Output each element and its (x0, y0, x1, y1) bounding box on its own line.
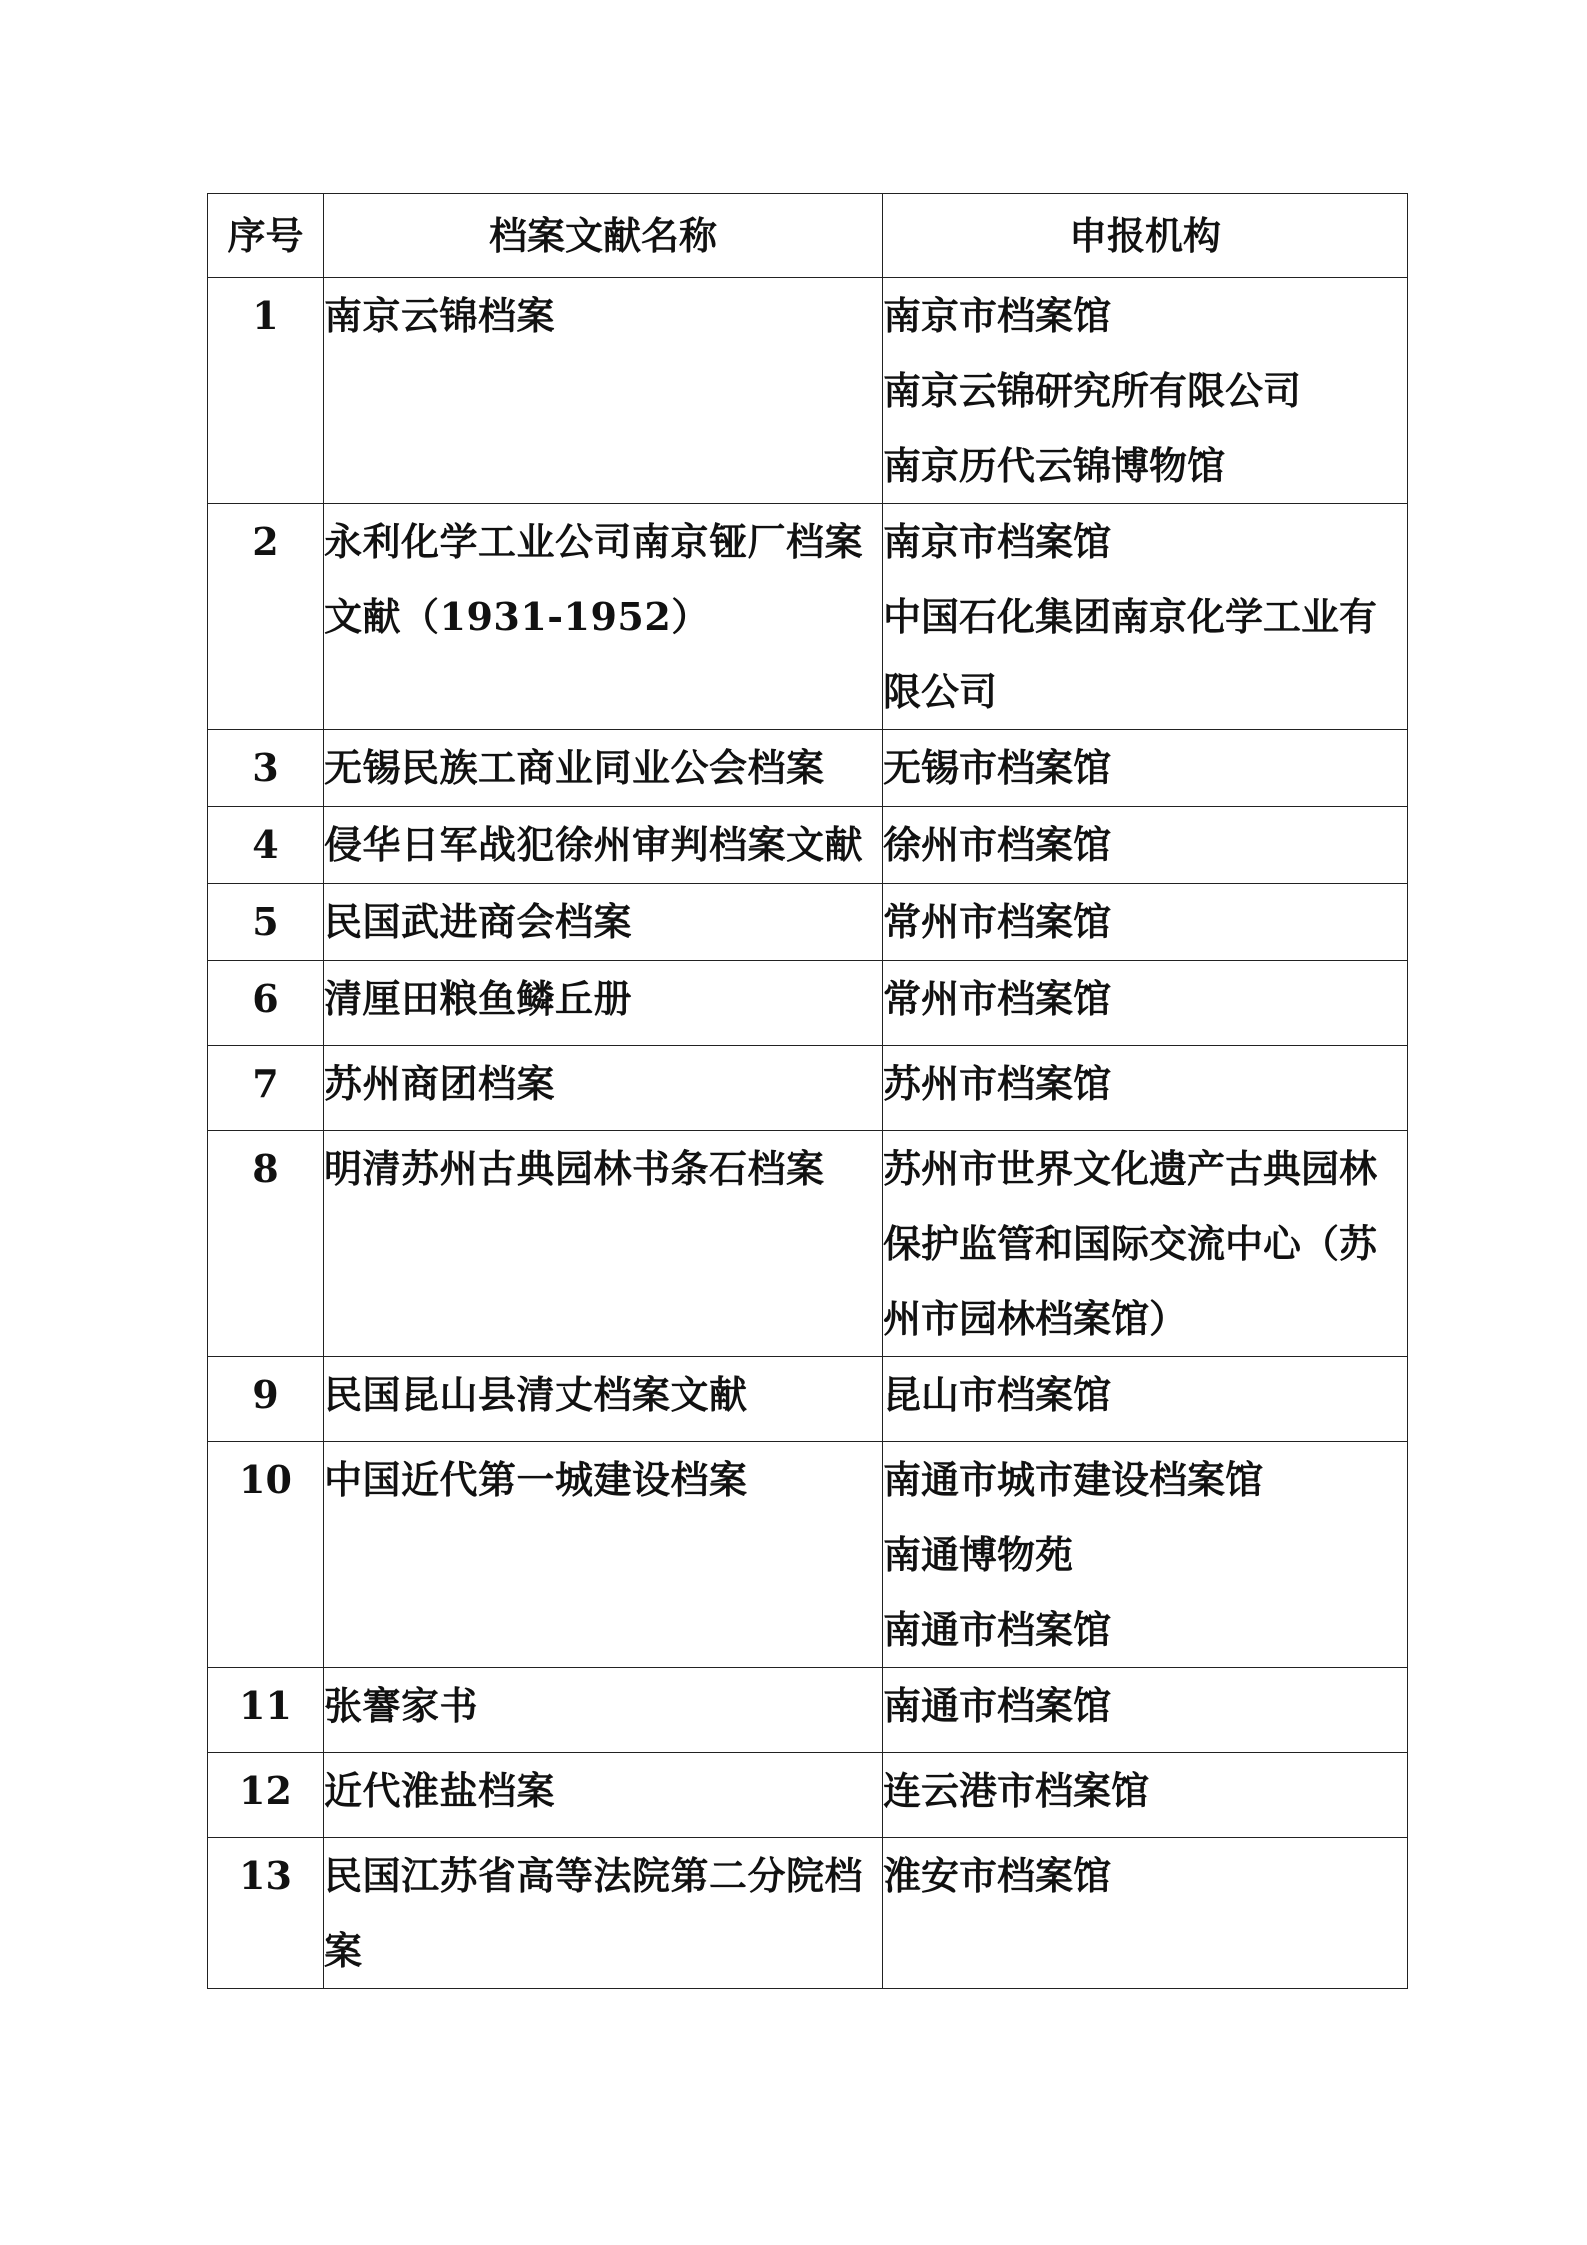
row-index: 11 (208, 1668, 324, 1753)
header-index: 序号 (208, 194, 324, 278)
table-row (208, 1668, 1408, 1753)
row-index: 3 (208, 730, 324, 807)
applicant-org: 南京市档案馆 (883, 293, 1112, 338)
table-row (208, 1046, 1408, 1131)
applicant-org: 南京市档案馆 (883, 519, 1112, 564)
applicant-org: 南通博物苑 (883, 1532, 1074, 1577)
applicant-org: 徐州市档案馆 (883, 822, 1112, 867)
archive-name: 侵华日军战犯徐州审判档案文献 (324, 807, 883, 884)
applicant-orgs (883, 504, 1408, 730)
archive-name: 民国昆山县清丈档案文献 (324, 1357, 883, 1442)
applicant-orgs (883, 1838, 1408, 1989)
table-row (208, 278, 1408, 504)
applicant-orgs (883, 1357, 1408, 1442)
row-index: 8 (208, 1131, 324, 1357)
row-index: 6 (208, 961, 324, 1046)
row-index: 12 (208, 1753, 324, 1838)
archive-name: 明清苏州古典园林书条石档案 (324, 1131, 883, 1357)
applicant-org: 连云港市档案馆 (883, 1768, 1150, 1813)
applicant-orgs (883, 1668, 1408, 1753)
applicant-orgs (883, 730, 1408, 807)
applicant-org: 南通市档案馆 (883, 1607, 1112, 1652)
applicant-orgs (883, 1046, 1408, 1131)
applicant-org: 南通市城市建设档案馆 (883, 1457, 1264, 1502)
table-row (208, 1131, 1408, 1357)
applicant-orgs (883, 1131, 1408, 1357)
applicant-org: 苏州市世界文化遗产古典园林保护监管和国际交流中心（苏州市园林档案馆） (883, 1146, 1378, 1341)
applicant-org: 无锡市档案馆 (883, 745, 1112, 790)
applicant-orgs (883, 278, 1408, 504)
applicant-orgs (883, 1442, 1408, 1668)
archive-name: 民国武进商会档案 (324, 884, 883, 961)
row-index: 10 (208, 1442, 324, 1668)
applicant-org: 昆山市档案馆 (883, 1372, 1112, 1417)
table-row (208, 961, 1408, 1046)
archive-name: 永利化学工业公司南京铔厂档案文献（1931-1952） (324, 504, 883, 730)
table-row (208, 730, 1408, 807)
applicant-orgs (883, 884, 1408, 961)
table-row (208, 1357, 1408, 1442)
applicant-org: 中国石化集团南京化学工业有限公司 (883, 594, 1378, 714)
row-index: 2 (208, 504, 324, 730)
applicant-org: 南通市档案馆 (883, 1683, 1112, 1728)
row-index: 13 (208, 1838, 324, 1989)
header-org: 申报机构 (883, 194, 1408, 278)
row-index: 7 (208, 1046, 324, 1131)
header-name: 档案文献名称 (324, 194, 883, 278)
table-header-row (208, 194, 1408, 278)
table-row (208, 807, 1408, 884)
row-index: 9 (208, 1357, 324, 1442)
applicant-org: 常州市档案馆 (883, 976, 1112, 1021)
applicant-org: 常州市档案馆 (883, 899, 1112, 944)
applicant-org: 南京云锦研究所有限公司 (883, 368, 1302, 413)
applicant-orgs (883, 807, 1408, 884)
row-index: 1 (208, 278, 324, 504)
table-row (208, 1753, 1408, 1838)
table-row (208, 1838, 1408, 1989)
archive-name: 苏州商团档案 (324, 1046, 883, 1131)
archive-table (207, 193, 1408, 1989)
archive-name: 中国近代第一城建设档案 (324, 1442, 883, 1668)
table-row (208, 1442, 1408, 1668)
applicant-orgs (883, 1753, 1408, 1838)
archive-name: 南京云锦档案 (324, 278, 883, 504)
applicant-org: 苏州市档案馆 (883, 1061, 1112, 1106)
archive-name: 张謇家书 (324, 1668, 883, 1753)
applicant-org: 淮安市档案馆 (883, 1853, 1112, 1898)
table-row (208, 884, 1408, 961)
table-row (208, 504, 1408, 730)
applicant-orgs (883, 961, 1408, 1046)
row-index: 5 (208, 884, 324, 961)
row-index: 4 (208, 807, 324, 884)
applicant-org: 南京历代云锦博物馆 (883, 443, 1226, 488)
archive-name: 近代淮盐档案 (324, 1753, 883, 1838)
archive-name: 民国江苏省高等法院第二分院档案 (324, 1838, 883, 1989)
archive-name: 清厘田粮鱼鳞丘册 (324, 961, 883, 1046)
archive-name: 无锡民族工商业同业公会档案 (324, 730, 883, 807)
